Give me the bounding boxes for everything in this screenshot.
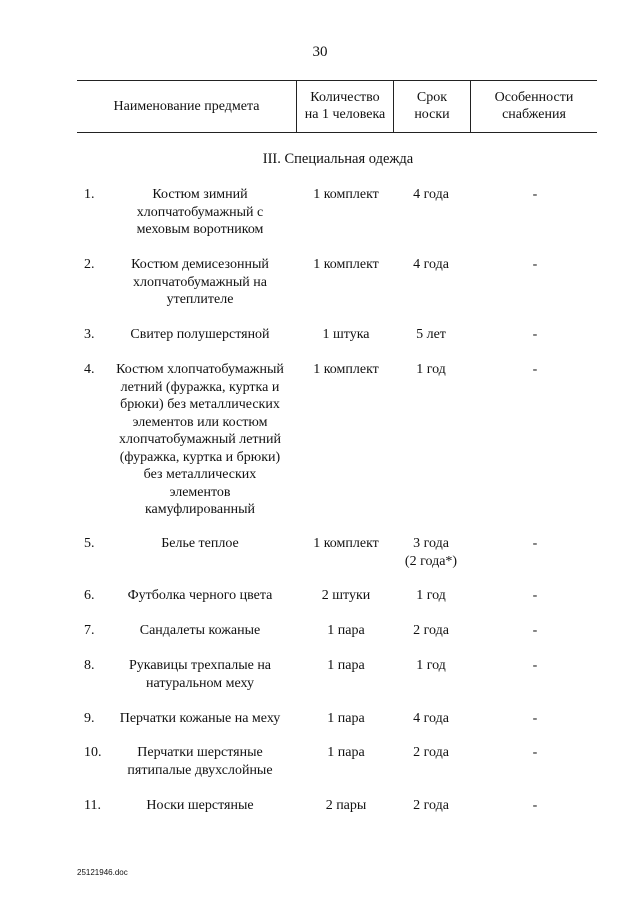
item-term: 2 года [413,623,449,638]
page-number: 30 [312,44,328,60]
table-header-bottom-rule [77,132,597,133]
section-title: III. Специальная одежда [262,151,414,167]
item-term: 4 года [413,711,449,726]
item-supply: - [532,257,538,272]
row-number: 10. [84,745,102,760]
item-quantity: 1 пара [327,745,365,760]
item-supply: - [532,187,538,202]
column-header-term: Срок носки [414,90,450,122]
item-quantity: 2 пары [325,798,367,813]
footer-file-name: 25121946.doc [77,868,128,877]
item-supply: - [532,362,538,377]
item-name: Перчатки шерстяные пятипалые двухслойные [127,745,273,778]
item-quantity: 1 пара [327,711,365,726]
item-supply: - [532,745,538,760]
item-supply: - [532,658,538,673]
item-name: Костюм хлопчатобумажный летний (фуражка, куртка и брюки) без металлических элементов или костюм хлопчатобумажный летний (фуражка, куртка и брюки) без металлических элементов камуфлированный [116,362,284,517]
item-quantity: 1 комплект [313,187,379,202]
column-header-quantity: Количество на 1 человека [304,90,386,122]
item-term: 4 года [413,257,449,272]
row-number: 6. [84,588,95,603]
row-number: 5. [84,536,95,551]
item-name: Костюм зимний хлопчатобумажный с меховым воротником [136,187,264,237]
item-supply: - [532,327,538,342]
item-quantity: 1 штука [322,327,370,342]
row-number: 3. [84,327,95,342]
item-supply: - [532,711,538,726]
item-term: 5 лет [416,327,446,342]
row-number: 7. [84,623,95,638]
item-supply: - [532,588,538,603]
item-term: 1 год [416,362,446,377]
item-term: 1 год [416,588,446,603]
item-quantity: 1 пара [327,658,365,673]
item-name: Костюм демисезонный хлопчатобумажный на утеплителе [131,257,269,307]
row-number: 9. [84,711,95,726]
row-number: 4. [84,362,95,377]
item-quantity: 1 комплект [313,257,379,272]
item-name: Белье теплое [161,536,239,551]
row-number: 2. [84,257,95,272]
item-supply: - [532,798,538,813]
item-quantity: 1 пара [327,623,365,638]
item-name: Свитер полушерстяной [130,327,270,342]
column-header-supply: Особенности снабжения [494,90,574,122]
item-name: Рукавицы трехпалые на натуральном меху [128,658,272,691]
item-term: 2 года [413,745,449,760]
item-term: 1 год [416,658,446,673]
row-number: 11. [84,798,101,813]
item-supply: - [532,536,538,551]
item-quantity: 1 комплект [313,362,379,377]
item-name: Носки шерстяные [146,798,254,813]
item-term: 4 года [413,187,449,202]
item-term: 2 года [413,798,449,813]
row-number: 1. [84,187,95,202]
item-quantity: 2 штуки [321,588,371,603]
item-name: Футболка черного цвета [127,588,273,603]
column-header-name: Наименование предмета [113,98,260,114]
row-number: 8. [84,658,95,673]
item-term: 3 года (2 года*) [404,536,458,569]
item-quantity: 1 комплект [313,536,379,551]
item-name: Перчатки кожаные на меху [119,711,281,726]
item-supply: - [532,623,538,638]
item-name: Сандалеты кожаные [139,623,261,638]
